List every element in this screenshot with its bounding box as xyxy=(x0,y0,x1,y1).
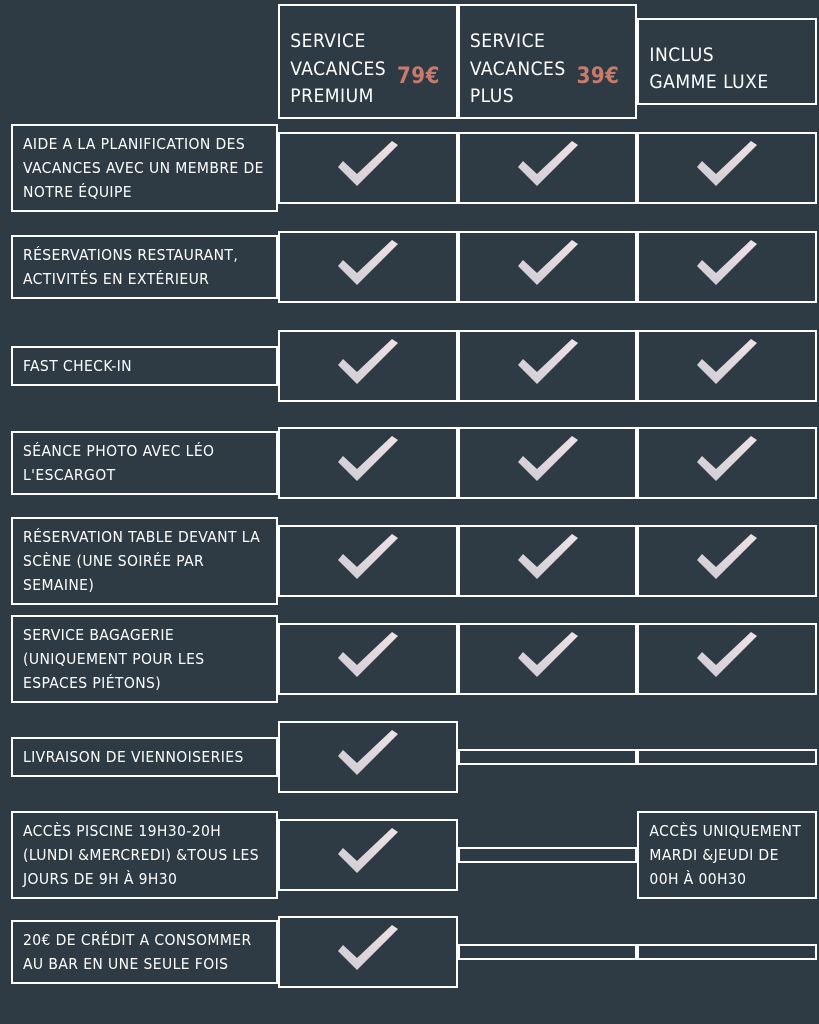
feature-cell xyxy=(11,217,278,317)
check-mark-icon xyxy=(691,435,763,491)
value-cell-luxe xyxy=(637,610,817,708)
check-mark-icon xyxy=(332,631,404,687)
check-mark-icon xyxy=(332,435,404,491)
header-cell-plus xyxy=(458,4,638,119)
plan-price-premium: 79€ xyxy=(397,64,440,89)
check-mark-icon xyxy=(332,533,404,589)
plan-price-plus: 39€ xyxy=(576,64,620,89)
header-cell-luxe xyxy=(637,4,817,119)
feature-cell xyxy=(11,119,278,217)
feature-label: RÉSERVATIONS RESTAURANT, ACTIVITÉS EN EXTÉRIEUR xyxy=(23,245,239,288)
table-row xyxy=(11,217,817,317)
table-row xyxy=(11,317,817,415)
check-mark-icon xyxy=(332,239,404,295)
value-cell-luxe xyxy=(637,806,817,904)
feature-cell xyxy=(11,708,278,806)
check-mark-icon xyxy=(691,631,763,687)
check-mark-icon xyxy=(332,729,404,785)
value-cell-plus xyxy=(458,415,638,512)
table-row xyxy=(11,512,817,610)
value-cell-luxe xyxy=(637,119,817,217)
table-row xyxy=(11,708,817,806)
value-cell-plus xyxy=(458,708,638,806)
feature-cell xyxy=(11,610,278,708)
check-mark-icon xyxy=(332,827,404,883)
table-row xyxy=(11,806,817,904)
check-mark-icon xyxy=(332,338,404,394)
table-row xyxy=(11,610,817,708)
check-mark-icon xyxy=(512,631,584,687)
feature-label: RÉSERVATION TABLE DEVANT LA SCÈNE (UNE SOIRÉE PAR SEMAINE) xyxy=(23,527,261,594)
check-mark-icon xyxy=(691,533,763,589)
feature-cell xyxy=(11,415,278,512)
comparison-grid xyxy=(11,4,817,1000)
check-mark-icon xyxy=(512,338,584,394)
value-cell-plus xyxy=(458,610,638,708)
plan-title-premium: SERVICE VACANCES PREMIUM xyxy=(290,30,387,108)
value-cell-plus xyxy=(458,904,638,1000)
feature-cell xyxy=(11,317,278,415)
value-cell-premium xyxy=(278,512,458,610)
header-cell-premium xyxy=(278,4,458,119)
feature-label: ACCÈS PISCINE 19H30-20H (LUNDI &MERCREDI) &TOUS LES JOURS DE 9H À 9H30 xyxy=(23,821,260,888)
value-cell-premium xyxy=(278,119,458,217)
feature-label: SÉANCE PHOTO AVEC LÉO L'ESCARGOT xyxy=(23,442,215,485)
value-note: ACCÈS UNIQUEMENT MARDI &JEUDI DE 00H À 00H30 xyxy=(649,821,802,888)
plan-title-luxe: INCLUS GAMME LUXE xyxy=(649,43,769,94)
table-row xyxy=(11,119,817,217)
check-mark-icon xyxy=(691,140,763,196)
check-mark-icon xyxy=(332,924,404,980)
value-cell-luxe xyxy=(637,217,817,317)
empty-cell xyxy=(458,944,638,960)
value-cell-premium xyxy=(278,904,458,1000)
feature-label: 20€ DE CRÉDIT A CONSOMMER AU BAR EN UNE SEULE FOIS xyxy=(23,930,252,973)
check-mark-icon xyxy=(512,435,584,491)
value-cell-premium xyxy=(278,317,458,415)
feature-cell xyxy=(11,512,278,610)
empty-cell xyxy=(458,847,638,863)
value-cell-luxe xyxy=(637,415,817,512)
value-cell-premium xyxy=(278,217,458,317)
value-cell-plus xyxy=(458,217,638,317)
check-mark-icon xyxy=(691,338,763,394)
feature-label: SERVICE BAGAGERIE (UNIQUEMENT POUR LES ESPACES PIÉTONS) xyxy=(23,625,205,692)
value-cell-plus xyxy=(458,512,638,610)
value-cell-plus xyxy=(458,119,638,217)
feature-cell xyxy=(11,806,278,904)
check-mark-icon xyxy=(691,239,763,295)
check-mark-icon xyxy=(512,239,584,295)
value-cell-premium xyxy=(278,415,458,512)
table-row xyxy=(11,415,817,512)
empty-cell xyxy=(637,749,817,765)
empty-cell xyxy=(458,749,638,765)
header-empty-corner xyxy=(11,4,278,119)
value-cell-luxe xyxy=(637,904,817,1000)
value-cell-premium xyxy=(278,708,458,806)
feature-label: LIVRAISON DE VIENNOISERIES xyxy=(23,747,244,766)
table-row xyxy=(11,904,817,1000)
feature-cell xyxy=(11,904,278,1000)
plan-title-plus: SERVICE VACANCES PLUS xyxy=(469,30,566,108)
value-cell-luxe xyxy=(637,317,817,415)
table-header-row xyxy=(11,4,817,119)
value-cell-luxe xyxy=(637,512,817,610)
value-cell-premium xyxy=(278,610,458,708)
feature-label: FAST CHECK-IN xyxy=(23,356,132,375)
check-mark-icon xyxy=(332,140,404,196)
value-cell-luxe xyxy=(637,708,817,806)
value-cell-plus xyxy=(458,317,638,415)
value-cell-plus xyxy=(458,806,638,904)
check-mark-icon xyxy=(512,533,584,589)
feature-label: AIDE A LA PLANIFICATION DES VACANCES AVEC UN MEMBRE DE NOTRE ÉQUIPE xyxy=(23,134,264,201)
value-cell-premium xyxy=(278,806,458,904)
empty-cell xyxy=(637,944,817,960)
check-mark-icon xyxy=(512,140,584,196)
